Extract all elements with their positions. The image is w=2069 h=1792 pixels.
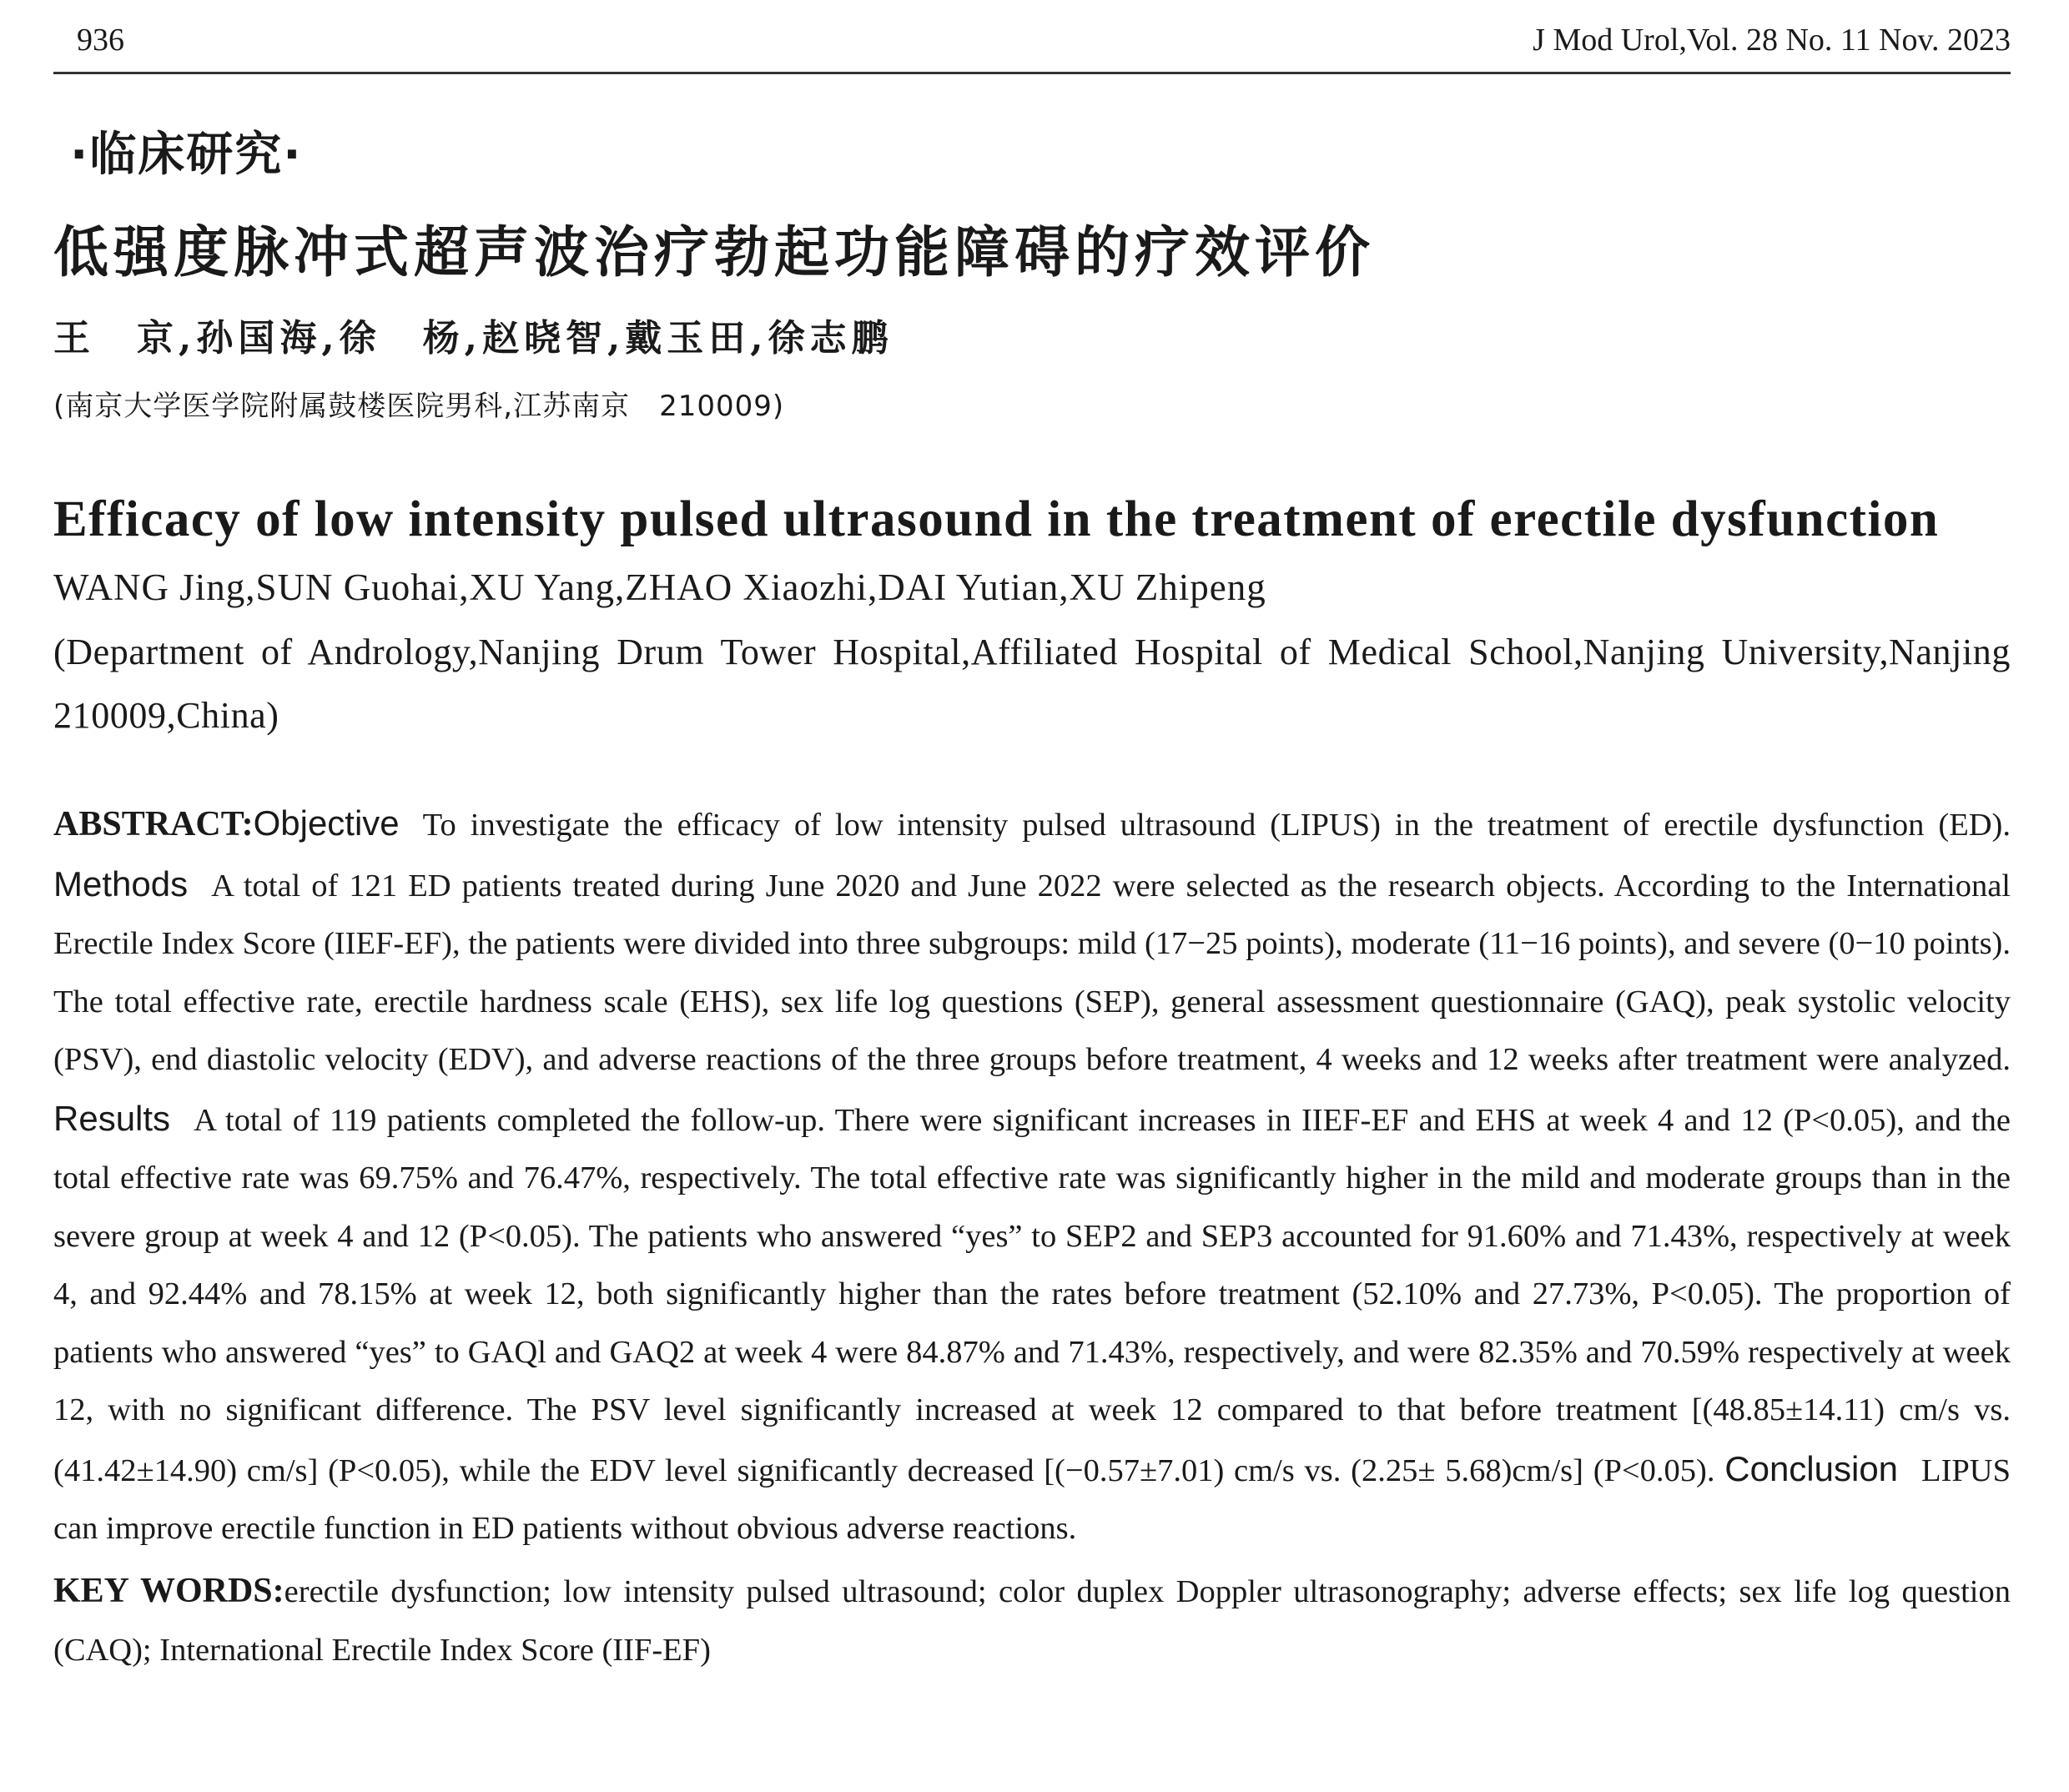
- conclusion-text: LIPUS can improve erectile function in ED patients without obvious adverse reactions.: [53, 1452, 2011, 1546]
- chinese-title: 低强度脉冲式超声波治疗勃起功能障碍的疗效评价: [53, 220, 1375, 284]
- keywords: [53, 1562, 2011, 1679]
- conclusion-label: Conclusion: [1724, 1448, 1899, 1488]
- methods-text: A total of 121 ED patients treated during June 2020 and June 2022 were selected as the research objects. According to the International Erectile Index Score (IIEF-EF), the patients were divided into three subgroups: mild (17−25 points), moderate (11−16 points), and severe (0−10 points). The total effective rate, erectile hardness scale (EHS), sex life log questions (SEP), general assessment questionnaire (GAQ), peak systolic velocity (PSV), end diastolic velocity (EDV), and adverse reactions of the three groups before treatment, 4 weeks and 12 weeks after treatment were analyzed.: [53, 868, 2011, 1077]
- abstract: [53, 794, 2011, 1558]
- chinese-affiliation: (南京大学医学院附属鼓楼医院男科,江苏南京 210009): [53, 390, 785, 423]
- keywords-text: erectile dysfunction; low intensity pulsed ultrasound; color duplex Doppler ultrasonography; adverse effects; sex life log question (CAQ); International Erectile Index Score (IIF-EF): [53, 1573, 2011, 1668]
- english-affiliation: (Department of Andrology,Nanjing Drum Tower Hospital,Affiliated Hospital of Medical School,Nanjing University,Nanjing 210009,China): [53, 632, 2011, 736]
- abstract-label: ABSTRACT:: [53, 805, 254, 843]
- results-label: Results: [53, 1098, 171, 1138]
- article-page: [53, 0, 2011, 1679]
- running-header: [53, 0, 2011, 74]
- english-authors: WANG Jing,SUN Guohai,XU Yang,ZHAO Xiaozhi,DAI Yutian,XU Zhipeng: [53, 566, 1266, 608]
- journal-reference: J Mod Urol,Vol. 28 No. 11 Nov. 2023: [1533, 23, 2011, 58]
- objective-text: To investigate the efficacy of low intensity pulsed ultrasound (LIPUS) in the treatment of erectile dysfunction (ED).: [422, 808, 2011, 843]
- objective-label: Objective: [253, 803, 400, 843]
- page-number: 936: [77, 23, 124, 58]
- results-text: A total of 119 patients completed the follow-up. There were significant increases in IIEF-EF and EHS at week 4 and 12 (P<0.05), and the total effective rate was 69.75% and 76.47%, respectively. The total effective rate was significantly higher in the mild and moderate groups than in the severe group at week 4 and 12 (P<0.05). The patients who answered “yes” to SEP2 and SEP3 accounted for 91.60% and 71.43%, respectively at week 4, and 92.44% and 78.15% at week 12, both significantly higher than the rates before treatment (52.10% and 27.73%, P<0.05). The proportion of patients who answered “yes” to GAQl and GAQ2 at week 4 were 84.87% and 71.43%, respectively, and were 82.35% and 70.59% respectively at week 12, with no significant difference. The PSV level significantly increased at week 12 compared to that before treatment [(48.85±14.11) cm/s vs. (41.42±14.90) cm/s] (P<0.05), while the EDV level significantly decreased [(−0.57±7.01) cm/s vs. (2.25± 5.68)cm/s] (P<0.05).: [53, 1102, 2011, 1488]
- keywords-label: KEY WORDS:: [53, 1571, 284, 1610]
- methods-label: Methods: [53, 863, 189, 904]
- english-title: Efficacy of low intensity pulsed ultrasound in the treatment of erectile dysfunction: [53, 491, 1940, 547]
- chinese-authors: 王 京,孙国海,徐 杨,赵晓智,戴玉田,徐志鹏: [53, 317, 894, 360]
- section-label: ·临床研究·: [70, 128, 303, 182]
